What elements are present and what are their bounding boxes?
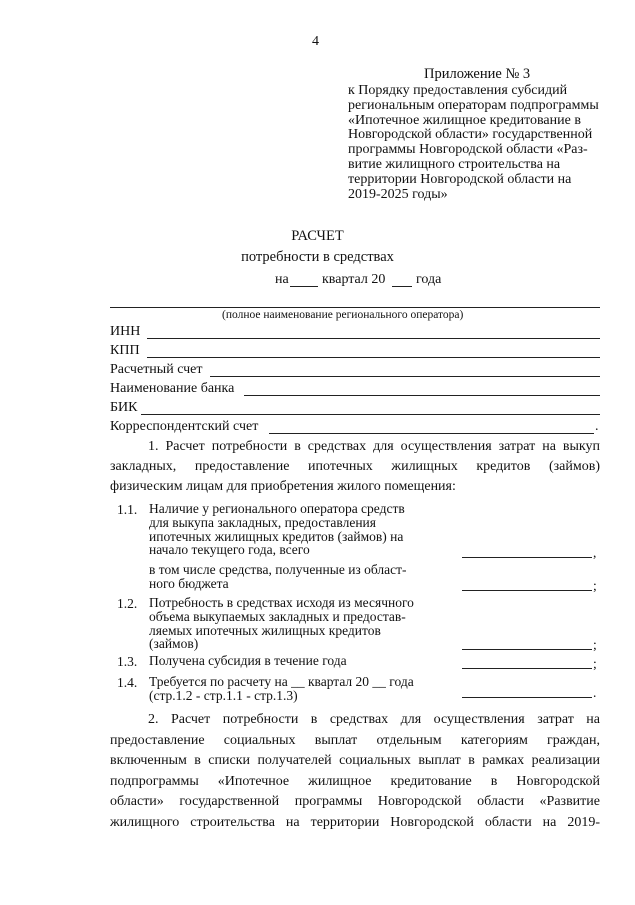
- item-line: (займов): [149, 636, 199, 652]
- item-line: (стр.1.2 - стр.1.1 - стр.1.3): [149, 687, 298, 703]
- item-line: объема выкупаемых закладных и предостав-: [149, 608, 406, 624]
- section2-line: предоставление социальных выплат отдельным категориям граждан,: [110, 732, 600, 748]
- field-bik-label: БИК: [110, 400, 138, 415]
- field-corr-account-label: Корреспондентский счет: [110, 419, 259, 434]
- field-inn-label: ИНН: [110, 324, 141, 339]
- item-end: ;: [593, 656, 597, 671]
- item-text: [149, 502, 449, 557]
- item-line: ипотечных жилищных кредитов (займов) на: [149, 528, 404, 544]
- section2-line: 2. Расчет потребности в средствах для осуществления затрат на: [148, 712, 600, 727]
- field-bank-label: Наименование банка: [110, 381, 235, 396]
- section2-line: жилищного строительства на территории Новгородской области на 2019-: [110, 814, 600, 830]
- document-subtitle: потребности в средствах: [241, 249, 394, 265]
- field-kpp-label: КПП: [110, 343, 140, 358]
- item-value-line: [462, 590, 592, 591]
- appendix-line: территории Новгородской области на: [348, 171, 572, 187]
- item-line: Потребность в средствах исходя из месячного: [149, 595, 414, 610]
- item-line: Получена субсидия в течение года: [149, 653, 347, 668]
- field-bank-line: [244, 395, 600, 396]
- section1-line: закладных, предоставление ипотечных жилищных кредитов (займов): [110, 459, 600, 474]
- operator-name-line: [110, 307, 600, 308]
- item-line: Требуется по расчету на __ квартал 20 __ года: [149, 674, 414, 689]
- appendix-line: региональным операторам подпрограммы: [348, 97, 599, 113]
- item-number: 1.1.: [117, 502, 138, 517]
- item-line: в том числе средства, полученные из област-: [149, 562, 407, 577]
- period-year-blank: [392, 286, 412, 287]
- section2-line: подпрограммы «Ипотечное жилищное кредитование в Новгородской: [110, 773, 600, 789]
- section1-line: 1. Расчет потребности в средствах для осуществления затрат на выкуп: [148, 439, 600, 454]
- item-number: 1.4.: [117, 675, 138, 690]
- item-text: [149, 563, 449, 591]
- item-end: ,: [593, 545, 597, 560]
- section2-line: области» государственной программы Новгородской области «Развитие: [110, 794, 600, 809]
- item-text: [149, 675, 449, 703]
- field-inn-line: [147, 338, 600, 339]
- item-text: [149, 596, 449, 651]
- appendix-line: Новгородской области» государственной: [348, 127, 593, 143]
- field-corr-account-line: [269, 433, 594, 434]
- document-title: РАСЧЕТ: [291, 228, 344, 244]
- item-text: [149, 654, 449, 668]
- appendix-line: к Порядку предоставления субсидий: [348, 83, 568, 98]
- page-number: 4: [312, 34, 319, 49]
- period-prefix: на: [275, 272, 289, 287]
- section2-line: включенным в списки получателей социальных выплат в рамках реализации: [110, 753, 600, 768]
- period-quarter-blank: [290, 286, 318, 287]
- item-value-line: [462, 668, 592, 669]
- item-value-line: [462, 697, 592, 698]
- item-end: ;: [593, 637, 597, 652]
- appendix-line: 2019-2025 годы»: [348, 186, 448, 202]
- section2-paragraph: [110, 710, 600, 833]
- field-corr-account-end: .: [595, 419, 599, 434]
- item-end: ;: [593, 578, 597, 593]
- item-line: ляемых ипотечных жилищных кредитов: [149, 622, 381, 638]
- field-kpp-line: [147, 357, 600, 358]
- item-value-line: [462, 649, 592, 650]
- appendix-line: витие жилищного строительства на: [348, 156, 561, 172]
- item-line: начало текущего года, всего: [149, 542, 310, 558]
- item-number: 1.3.: [117, 654, 138, 669]
- field-account-line: [210, 376, 600, 377]
- operator-caption: (полное наименование регионального оператора): [222, 309, 464, 321]
- appendix-text: [348, 84, 618, 202]
- section1-paragraph: [110, 437, 600, 497]
- appendix-line: «Ипотечное жилищное кредитование в: [348, 112, 581, 128]
- period-middle: квартал 20: [322, 272, 386, 287]
- appendix-title: Приложение № 3: [424, 66, 531, 82]
- item-end: .: [593, 685, 597, 700]
- period-suffix: года: [416, 272, 442, 287]
- item-number: 1.2.: [117, 596, 138, 611]
- item-line: Наличие у регионального оператора средств: [149, 501, 405, 516]
- field-account-label: Расчетный счет: [110, 362, 203, 377]
- appendix-line: программы Новгородской области «Раз-: [348, 142, 588, 158]
- item-line: ного бюджета: [149, 575, 229, 591]
- item-value-line: [462, 557, 592, 558]
- field-bik-line: [141, 414, 600, 415]
- section1-line: физическим лицам для приобретения жилого помещения:: [110, 479, 456, 494]
- item-line: для выкупа закладных, предоставления: [149, 514, 376, 530]
